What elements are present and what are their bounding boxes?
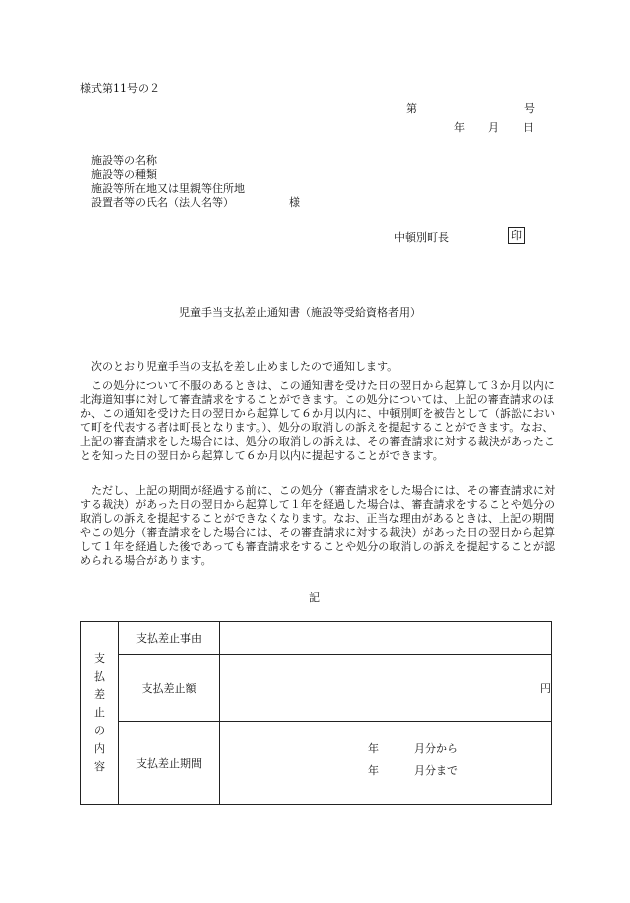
date-year: 年 — [454, 121, 465, 134]
seal-stamp — [508, 227, 525, 244]
form-number: 様式第11号の２ — [80, 82, 160, 95]
amount-label: 支払差止額 — [119, 655, 220, 722]
group-label-cell — [81, 622, 119, 805]
period-to-year: 年 — [368, 764, 379, 777]
notice-text: 次のとおり児童手当の支払を差し止めましたので通知します。 — [91, 360, 399, 373]
honorific: 様 — [289, 196, 300, 209]
group-char: 支 — [94, 652, 105, 665]
doc-number-prefix: 第 — [406, 102, 417, 115]
period-from-month: 月分から — [414, 742, 458, 755]
amount-unit: 円 — [540, 682, 551, 695]
amount-value — [220, 655, 552, 722]
group-char: 止 — [94, 706, 105, 719]
facility-type-label: 施設等の種類 — [91, 168, 157, 181]
group-char: 容 — [94, 760, 105, 773]
period-lines — [220, 740, 551, 786]
period-from-year: 年 — [368, 742, 379, 755]
suspension-details-table — [80, 621, 552, 805]
appeal-paragraph-2: ただし、上記の期間が経過する前に、この処分（審査請求をした場合には、その審査請求に対する裁決）があった日の翌日から起算して１年を経過した場合は、審査請求をすることや処分の取消しの訴えを提起することができなくなります。なお、正当な理由があるときは、上記の期間やこの処分（審査請求をした場合には、その審査請求に対する裁決）があった日の翌日から起算して１年を経過した後であっても審査請求をすることや処分の取消しの訴えを提起することが認められる場合があります。 — [80, 484, 556, 567]
doc-number-suffix: 号 — [524, 102, 535, 115]
ki-mark: 記 — [309, 591, 320, 604]
facility-address-label: 施設等所在地又は里親等住所地 — [91, 182, 245, 195]
seal-mark: 印 — [508, 227, 525, 244]
appeal-paragraph-1: この処分について不服のあるときは、この通知書を受けた日の翌日から起算して３か月以内に北海道知事に対して審査請求をすることができます。この処分については、上記の審査請求のほか、この通知を受けた日の翌日から起算して６か月以内に、中頓別町を被告として（訴訟において町を代表する者は町長となります。）、処分の取消しの訴えを提起することができます。なお、上記の審査請求をした場合には、処分の取消しの訴えは、その審査請求に対する裁決があったことを知った日の翌日から起算して６か月以内に提起することができます。 — [80, 379, 556, 462]
group-char: 差 — [94, 688, 105, 701]
date-month: 月 — [488, 121, 499, 134]
group-char: 払 — [94, 670, 105, 683]
issuer-title: 中頓別町長 — [394, 231, 449, 244]
period-label: 支払差止期間 — [119, 722, 220, 805]
reason-label: 支払差止事由 — [119, 622, 220, 655]
reason-value — [220, 622, 552, 655]
period-value — [220, 722, 552, 805]
founder-name-label: 設置者等の氏名（法人名等） — [91, 196, 234, 209]
date-day: 日 — [523, 121, 534, 134]
facility-name-label: 施設等の名称 — [91, 154, 157, 167]
group-char: 内 — [94, 742, 105, 755]
group-char: の — [94, 724, 105, 737]
period-to-month: 月分まで — [414, 764, 458, 777]
document-title: 児童手当支払差止通知書（施設等受給資格者用） — [179, 306, 421, 319]
